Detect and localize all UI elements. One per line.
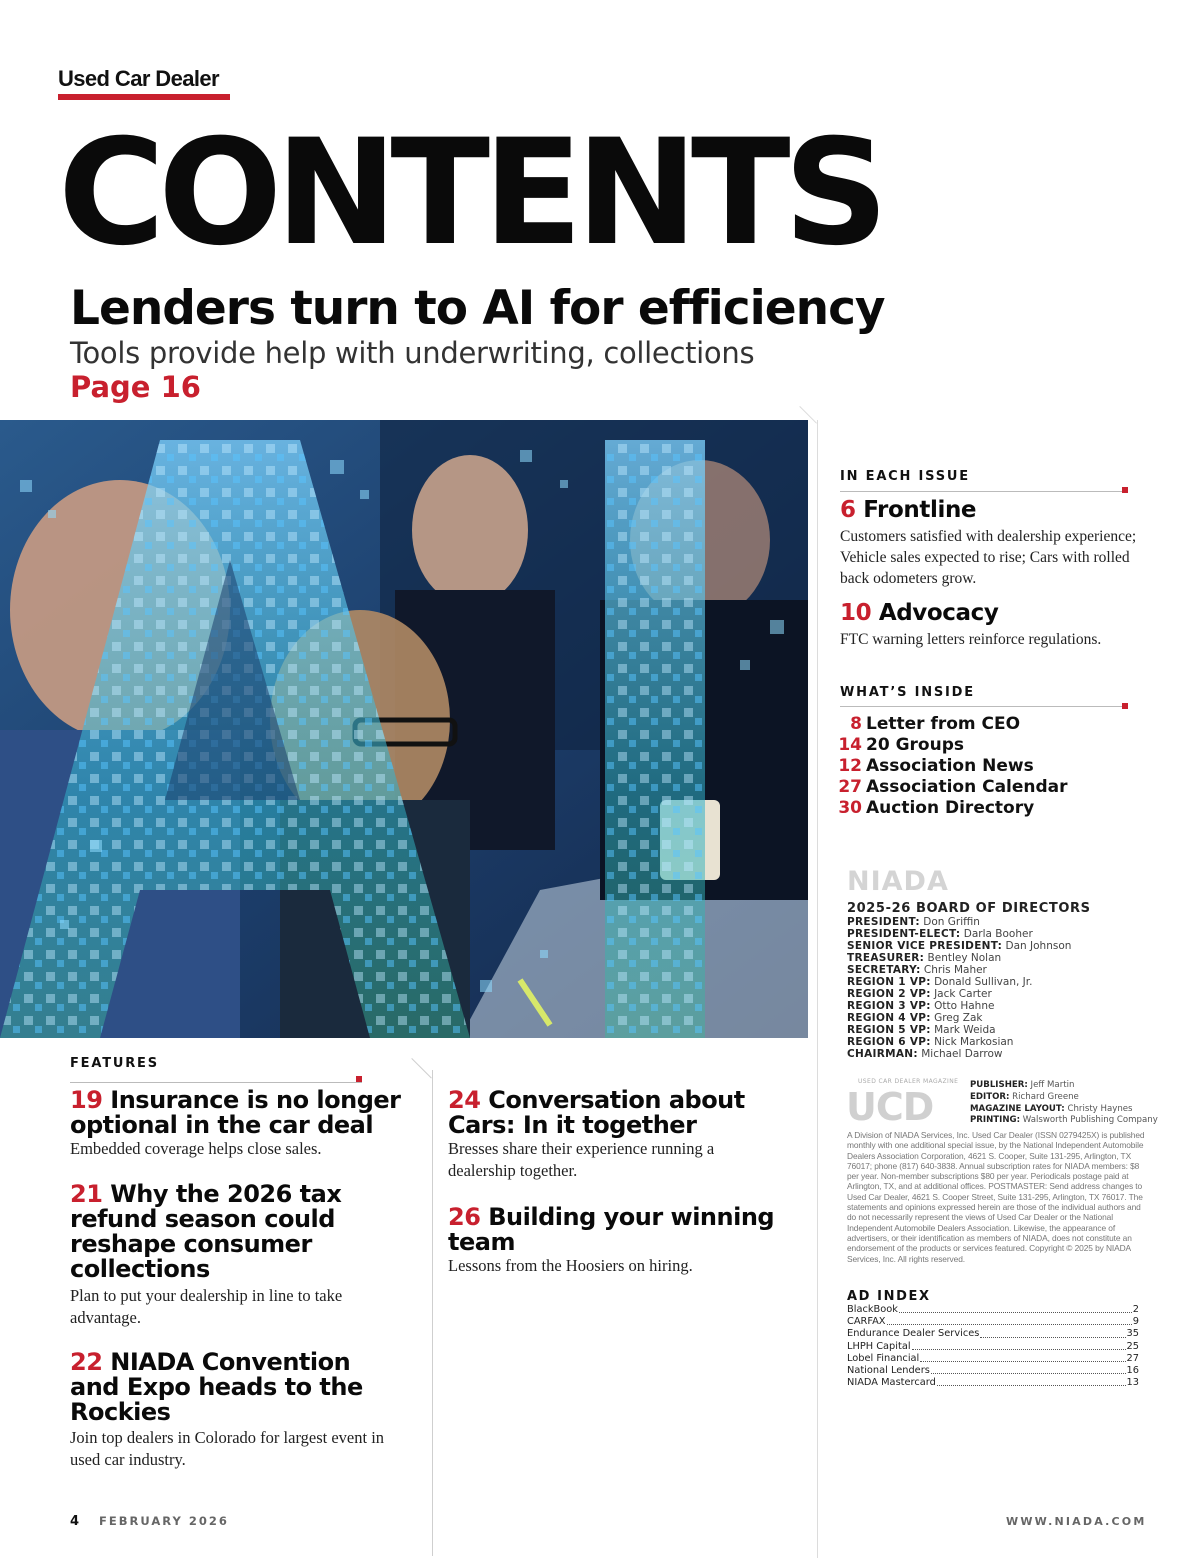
feature-description: Plan to put your dealership in line to take advantage. [70,1286,343,1327]
item-page-number: 27 [838,777,862,797]
feature-title[interactable]: 19 Insurance is no longer optional in the car deal [70,1086,401,1139]
ad-index-item[interactable]: Lobel Financial 27 [847,1352,1139,1364]
board-member: TREASURER: Bentley Nolan [847,952,1002,964]
item-description: FTC warning letters reinforce regulations. [840,631,1102,648]
ad-index-list [847,1304,1139,1389]
board-title: 2025-26 BOARD OF DIRECTORS [847,901,1091,916]
features-heading: FEATURES [70,1056,159,1071]
feature-title[interactable]: 24 Conversation about Cars: In it together [448,1086,745,1139]
magazine-name-underline [58,94,230,100]
ucd-logo-caption: USED CAR DEALER MAGAZINE [858,1078,959,1085]
board-member: CHAIRMAN: Michael Darrow [847,1048,1003,1060]
ad-index-item[interactable]: LHPH Capital 25 [847,1340,1139,1352]
feature-description: Lessons from the Hoosiers on hiring. [448,1256,693,1275]
board-member: PRESIDENT-ELECT: Darla Booher [847,928,1033,940]
page-number: 4 [70,1514,82,1529]
magazine-name: Used Car Dealer [58,66,219,91]
legal-notice: A Division of NIADA Services, Inc. Used Car Dealer (ISSN 0279425X) is published monthly with one additional special issue, by the National Independent Automobile Dealers Association Corporation, 4621 S. Cooper, Suite 131-295, Arlington, TX 76017; phone (817) 640-3838. Annual subscription rates for NIADA members: $8 per year. Non-member subscriptions $80 per year. Periodicals postage paid at Arlington, TX, and at additional offices. POSTMASTER: Send address changes to Used Car Dealer, 4621 S. Cooper Street, Suite 131-295, Arlington, TX 76017. The statements and opinions expressed herein are those of the individual authors and do not necessarily represent the views of Used Car Dealer or the National Independent Automobile Dealers Association. Likewise, the appearance of advertisers, or their identification as members of NIADA, does not constitute an endorsement of the products or services featured. Copyright © 2025 by NIADA Services, Inc. All rights reserved. [847,1130,1145,1264]
item-page-number: 30 [838,798,862,818]
issue-date: FEBRUARY 2026 [99,1514,229,1528]
ucd-logo: UCD [846,1085,934,1129]
whats-inside-item[interactable] [832,777,1068,798]
whats-inside-item[interactable] [832,756,1068,777]
board-member: REGION 3 VP: Otto Hahne [847,1000,995,1012]
item-page-number: 10 [840,600,872,626]
board-member: SECRETARY: Chris Maher [847,964,987,976]
staff-member: PUBLISHER: Jeff Martin [970,1080,1075,1090]
in-each-issue-rule-dot [1122,487,1128,493]
board-member: REGION 5 VP: Mark Weida [847,1024,996,1036]
features-column-divider-accent [411,1058,432,1079]
features-rule [70,1082,362,1083]
features-column-divider [432,1070,433,1556]
staff-member: MAGAZINE LAYOUT: Christy Haynes [970,1103,1133,1114]
ad-index-item[interactable]: Endurance Dealer Services 35 [847,1328,1139,1340]
board-member: PRESIDENT: Don Griffin [847,916,980,928]
ad-index-heading: AD INDEX [847,1289,931,1304]
cover-story-dek: Tools provide help with underwriting, collections [70,336,755,370]
whats-inside-rule [840,706,1122,707]
column-divider [817,420,818,1558]
item-label: Association Calendar [866,777,1068,797]
ad-index-item[interactable]: National Lenders 16 [847,1365,1139,1377]
ad-index-item[interactable]: BlackBook 2 [847,1304,1139,1315]
item-title: Frontline [863,497,977,523]
item-label: 20 Groups [866,735,964,755]
footer-folio [70,1515,229,1528]
features-rule-dot [356,1076,362,1082]
staff-list [970,1080,1160,1127]
staff-member: EDITOR: Richard Greene [970,1091,1079,1102]
whats-inside-heading: WHAT’S INSIDE [840,685,975,700]
board-member: REGION 4 VP: Greg Zak [847,1012,983,1024]
whats-inside-rule-dot [1122,703,1128,709]
item-label: Letter from CEO [866,714,1021,734]
website-link[interactable]: WWW.NIADA.COM [1006,1515,1147,1528]
item-label: Association News [866,756,1034,776]
cover-story-page-link[interactable]: Page 16 [70,370,201,404]
item-page-number: 12 [838,756,862,776]
ad-index-item[interactable]: NIADA Mastercard 13 [847,1377,1139,1389]
in-each-issue-item[interactable] [840,498,976,523]
feature-title[interactable]: 22 NIADA Convention and Expo heads to the Rockies [70,1348,363,1426]
board-list [847,916,1147,1060]
niada-logo: NIADA [847,866,949,897]
whats-inside-item[interactable] [832,735,1068,756]
item-page-number: 8 [850,714,862,734]
whats-inside-item[interactable] [832,798,1068,819]
page-title: CONTENTS [58,108,882,278]
feature-description: Embedded coverage helps close sales. [70,1139,322,1158]
feature-title[interactable]: 21 Why the 2026 tax refund season could reshape consumer collections [70,1180,342,1283]
item-description: Customers satisfied with dealership experience; Vehicle sales expected to rise; Cars with rolled back odometers grow. [840,528,1137,587]
in-each-issue-item[interactable] [840,601,998,626]
board-member: REGION 6 VP: Nick Markosian [847,1036,1014,1048]
board-member: REGION 2 VP: Jack Carter [847,988,992,1000]
board-member: SENIOR VICE PRESIDENT: Dan Johnson [847,940,1072,952]
item-label: Auction Directory [866,798,1035,818]
in-each-issue-rule [840,491,1122,492]
item-page-number: 14 [838,735,862,755]
item-page-number: 6 [840,497,856,523]
cover-story-photo [0,420,808,1038]
ad-index-item[interactable]: CARFAX 9 [847,1316,1139,1328]
whats-inside-list [832,714,1068,819]
whats-inside-item[interactable] [832,714,1068,735]
staff-member: PRINTING: Walsworth Publishing Company [970,1115,1158,1126]
in-each-issue-heading: IN EACH ISSUE [840,469,970,484]
feature-description: Join top dealers in Colorado for largest event in used car industry. [70,1428,385,1469]
item-title: Advocacy [878,600,999,626]
feature-title[interactable]: 26 Building your winning team [448,1203,775,1256]
feature-description: Bresses share their experience running a dealership together. [448,1139,715,1180]
cover-story-headline[interactable]: Lenders turn to AI for efficiency [70,281,885,336]
board-member: REGION 1 VP: Donald Sullivan, Jr. [847,976,1033,988]
